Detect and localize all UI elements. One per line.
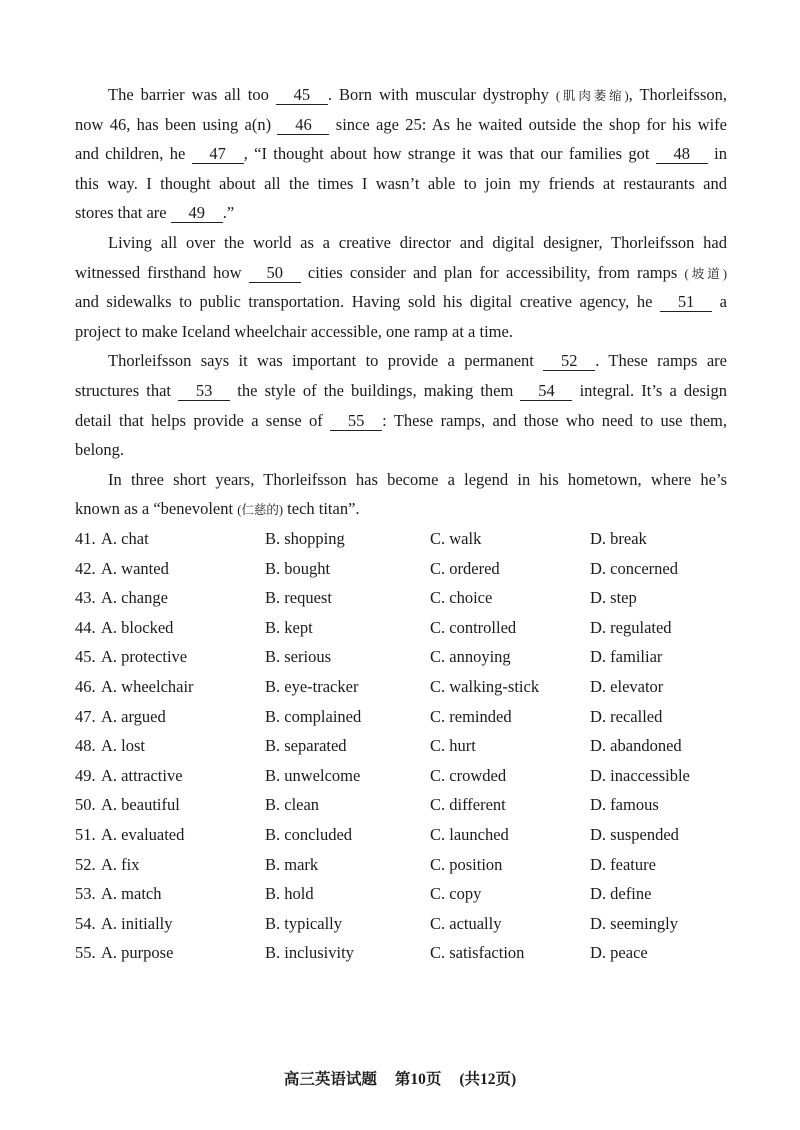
question-row [75, 909, 727, 939]
question-row [75, 879, 727, 909]
passage-text: cities consider and plan for accessibility, from ramps [300, 262, 685, 282]
answer-blank: 54 [520, 382, 572, 401]
option-c: C. controlled [430, 617, 517, 637]
answer-blank: 55 [330, 412, 382, 431]
page-footer [0, 1068, 800, 1092]
option-b: B. kept [265, 617, 313, 637]
passage-line [75, 198, 727, 228]
passage-text: and sidewalks to public transportation. Having sold his digital creative agency, he [75, 292, 661, 312]
option-a: A. evaluated [101, 824, 185, 844]
option-b: B. separated [265, 736, 347, 756]
answer-blank: 46 [277, 116, 329, 135]
option-c: C. launched [430, 824, 509, 844]
option-d: D. step [590, 588, 637, 608]
option-d: D. familiar [590, 647, 663, 667]
option-a: A. attractive [101, 765, 183, 785]
option-a: A. blocked [101, 617, 174, 637]
question-number: 53. [75, 884, 96, 904]
option-d: D. peace [590, 943, 648, 963]
question-row [75, 820, 727, 850]
option-b: B. mark [265, 854, 319, 874]
option-b: B. concluded [265, 824, 353, 844]
passage-text: .” [222, 203, 235, 223]
option-a: A. lost [101, 736, 146, 756]
option-a: A. purpose [101, 943, 174, 963]
option-c: C. choice [430, 588, 493, 608]
footer-exam-title: 高三英语试题 [283, 1071, 377, 1088]
passage-text: The barrier was all too [108, 85, 276, 104]
passage-text: project to make Iceland wheelchair accessible, one ramp at a time. [75, 321, 513, 341]
option-d: D. elevator [590, 676, 664, 696]
footer-page-total: (共12页) [459, 1071, 517, 1088]
passage-text: since age 25: As he waited outside the shop for his wife [329, 114, 727, 134]
passage-paragraph [75, 80, 727, 228]
option-c: C. walking-stick [430, 676, 540, 696]
option-d: D. recalled [590, 706, 663, 726]
passage-text: this way. I thought about all the times I wasn’t able to join my friends at restaurants and [75, 173, 727, 193]
question-number: 54. [75, 913, 96, 933]
question-row [75, 731, 727, 761]
option-c: C. crowded [430, 765, 507, 785]
chinese-gloss: (坡道) [684, 266, 727, 281]
option-c: C. actually [430, 913, 502, 933]
option-d: D. define [590, 884, 652, 904]
passage-line [75, 228, 727, 258]
question-number: 51. [75, 824, 96, 844]
passage-text: integral. It’s a design [572, 380, 727, 400]
answer-options [75, 524, 727, 968]
question-row [75, 613, 727, 643]
passage-text: Thorleifsson says it was important to provide a permanent [108, 351, 544, 371]
option-d: D. break [590, 529, 647, 548]
passage-line [75, 317, 727, 347]
passage-line [75, 110, 727, 140]
question-row [75, 583, 727, 613]
option-b: B. request [265, 588, 332, 608]
option-d: D. famous [590, 795, 659, 815]
passage-line [75, 435, 727, 465]
question-row [75, 554, 727, 584]
option-b: B. shopping [265, 529, 345, 548]
answer-blank: 50 [249, 264, 301, 283]
option-a: A. wanted [101, 558, 169, 578]
option-b: B. hold [265, 884, 314, 904]
question-number: 52. [75, 854, 96, 874]
option-b: B. inclusivity [265, 943, 354, 963]
option-d: D. suspended [590, 824, 679, 844]
passage-text: a [712, 292, 727, 312]
question-row [75, 790, 727, 820]
option-a: A. match [101, 884, 162, 904]
passage-line [75, 494, 727, 524]
passage-paragraph [75, 465, 727, 524]
passage-text: In three short years, Thorleifsson has become a legend in his hometown, where he’s [108, 469, 727, 489]
option-c: C. satisfaction [430, 943, 525, 963]
question-number: 43. [75, 588, 96, 608]
option-a: A. wheelchair [101, 676, 194, 696]
cloze-passage [75, 80, 727, 524]
question-row [75, 761, 727, 791]
option-b: B. serious [265, 647, 331, 667]
question-number: 44. [75, 617, 96, 637]
option-d: D. feature [590, 854, 656, 874]
option-a: A. argued [101, 706, 166, 726]
question-row [75, 524, 727, 554]
option-b: B. unwelcome [265, 765, 361, 785]
option-a: A. protective [101, 647, 188, 667]
option-b: B. eye-tracker [265, 676, 359, 696]
option-a: A. fix [101, 854, 140, 874]
question-number: 49. [75, 765, 96, 785]
passage-text: : These ramps, and those who need to use them, [382, 410, 727, 430]
option-a: A. beautiful [101, 795, 180, 815]
passage-text: witnessed firsthand how [75, 262, 249, 282]
option-c: C. position [430, 854, 503, 874]
answer-blank: 53 [178, 382, 230, 401]
option-d: D. abandoned [590, 736, 682, 756]
passage-line [75, 80, 727, 110]
passage-line [75, 287, 727, 317]
answer-blank: 51 [660, 293, 712, 312]
passage-text: structures that [75, 380, 179, 400]
passage-text: known as a “benevolent [75, 499, 238, 519]
passage-text: in [707, 144, 727, 164]
passage-text: now 46, has been using a(n) [75, 114, 278, 134]
option-d: D. concerned [590, 558, 678, 578]
answer-blank: 52 [543, 352, 595, 371]
option-c: C. ordered [430, 558, 500, 578]
question-number: 48. [75, 736, 96, 756]
passage-text: and children, he [75, 144, 192, 164]
option-c: C. different [430, 795, 506, 815]
answer-blank: 49 [171, 204, 223, 223]
question-number: 47. [75, 706, 96, 726]
question-row [75, 672, 727, 702]
option-a: A. chat [101, 529, 149, 548]
passage-text: stores that are [75, 203, 171, 223]
question-row [75, 642, 727, 672]
question-row [75, 702, 727, 732]
passage-text: tech titan”. [283, 499, 360, 519]
option-b: B. bought [265, 558, 331, 578]
option-a: A. initially [101, 913, 173, 933]
answer-blank: 45 [276, 86, 328, 105]
passage-text: detail that helps provide a sense of [75, 410, 331, 430]
footer-page-number: 第10页 [394, 1071, 442, 1088]
passage-line [75, 376, 727, 406]
passage-text: belong. [75, 440, 125, 460]
passage-text: , “I thought about how strange it was that our families got [243, 144, 656, 164]
question-number: 45. [75, 647, 96, 667]
answer-blank: 48 [656, 145, 708, 164]
option-a: A. change [101, 588, 168, 608]
chinese-gloss: (仁慈的) [237, 503, 284, 518]
passage-text: . These ramps are [595, 351, 727, 371]
option-d: D. seemingly [590, 913, 678, 933]
chinese-gloss: (肌肉萎缩) [555, 89, 629, 103]
option-d: D. inaccessible [590, 765, 690, 785]
passage-line [75, 406, 727, 436]
passage-line [75, 169, 727, 199]
option-b: B. clean [265, 795, 320, 815]
option-c: C. reminded [430, 706, 512, 726]
question-row [75, 938, 727, 968]
option-b: B. complained [265, 706, 362, 726]
question-number: 41. [75, 529, 96, 548]
option-c: C. walk [430, 529, 482, 548]
passage-text: the style of the buildings, making them [230, 380, 521, 400]
passage-line [75, 465, 727, 495]
passage-paragraph [75, 346, 727, 464]
passage-line [75, 258, 727, 288]
question-number: 46. [75, 676, 96, 696]
passage-text: , Thorleifsson, [628, 85, 728, 104]
passage-text: . Born with muscular dystrophy [327, 85, 556, 104]
option-d: D. regulated [590, 617, 672, 637]
option-c: C. annoying [430, 647, 511, 667]
passage-text: Living all over the world as a creative director and digital designer, Thorleifsson had [108, 232, 727, 252]
option-c: C. hurt [430, 736, 476, 756]
question-number: 42. [75, 558, 96, 578]
question-number: 55. [75, 943, 96, 963]
passage-paragraph [75, 228, 727, 346]
option-c: C. copy [430, 884, 482, 904]
question-row [75, 850, 727, 880]
question-number: 50. [75, 795, 96, 815]
answer-blank: 47 [192, 145, 244, 164]
passage-line [75, 139, 727, 169]
option-b: B. typically [265, 913, 342, 933]
passage-line [75, 346, 727, 376]
